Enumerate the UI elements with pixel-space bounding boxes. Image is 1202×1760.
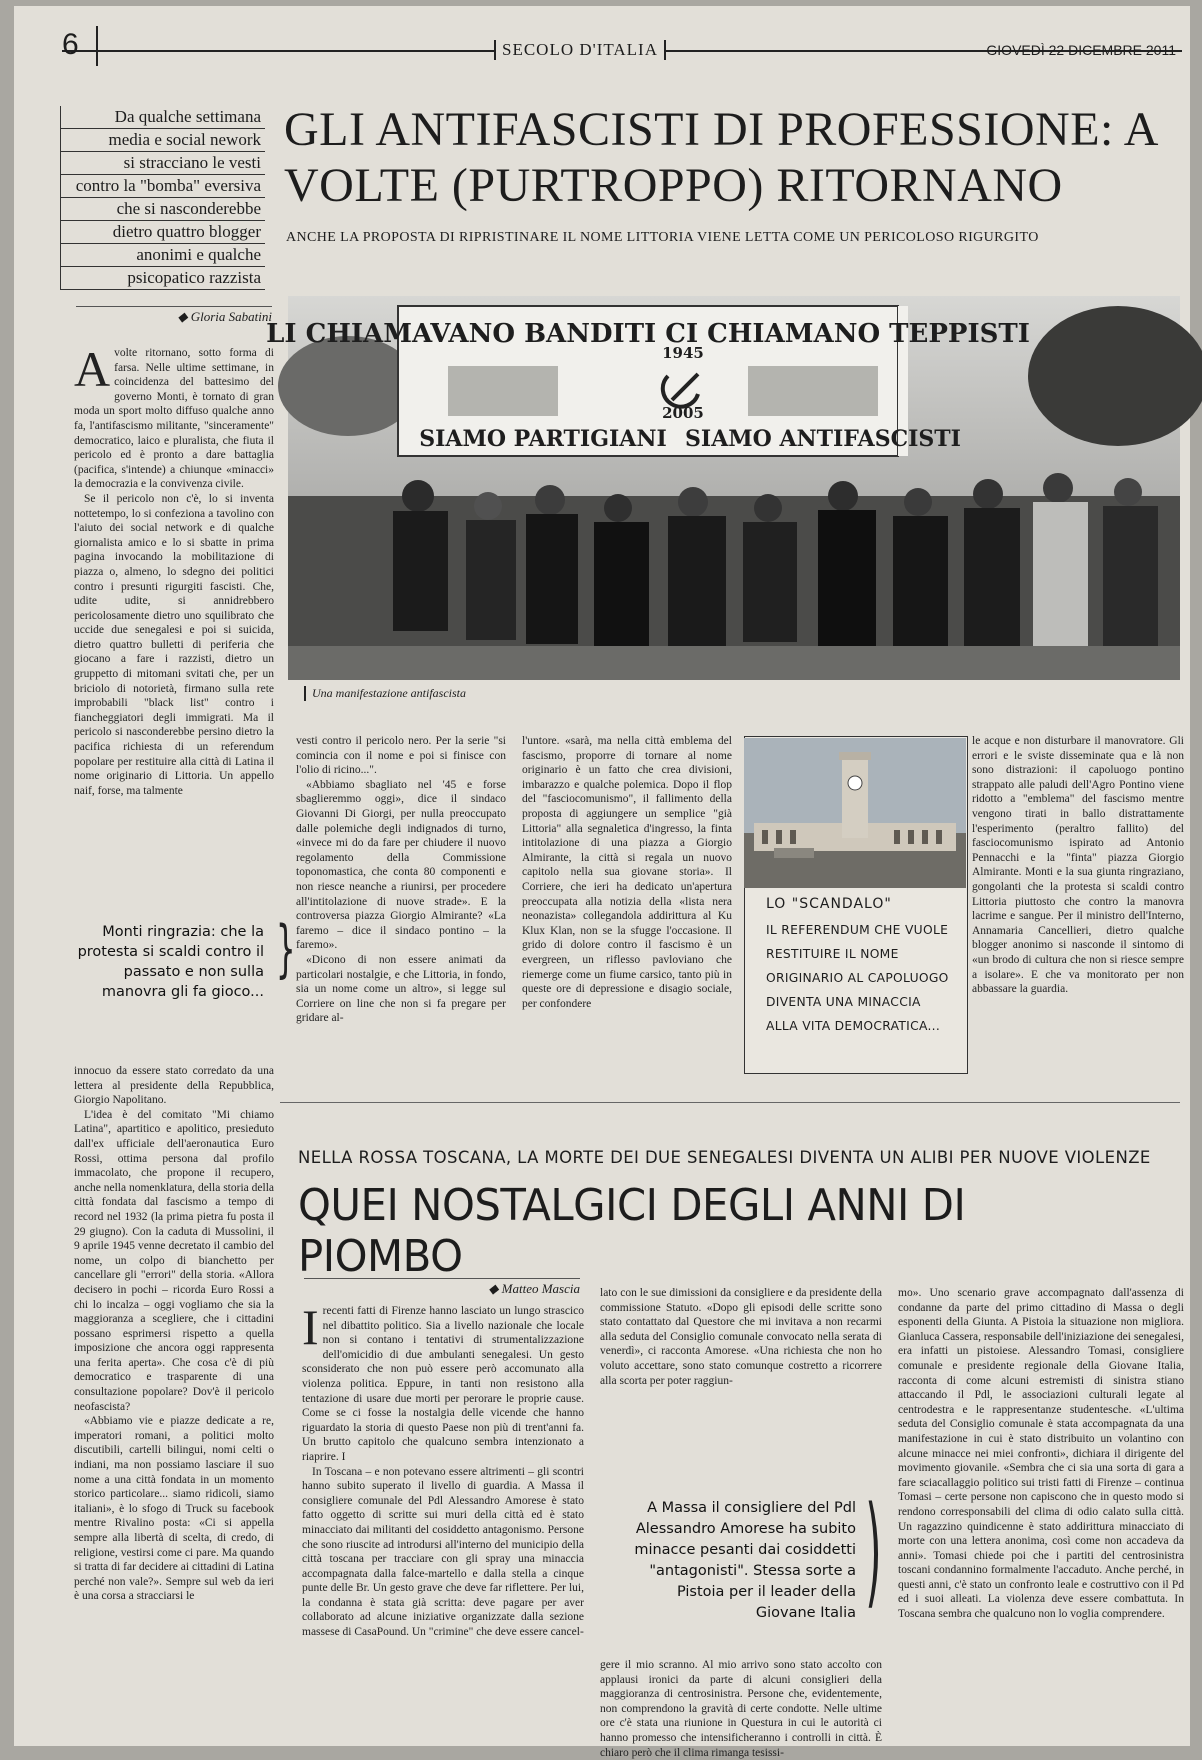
page-number: 6 <box>62 28 79 61</box>
article1-paragraph: L'idea è del comitato "Mi chiamo Latina", apartitico e apolitico, presieduto dall'ex ufficiale dell'aeronautica Euro Rossi, ottima persona dal profilo immacolato, che propone il recupero, anche nella nomenklatura, della storia della città fondata dal fascismo a tempo di record nel 1932 (la prima pietra fu posta il 29 giugno). Con la caduta di Mussolini, il 9 aprile 1945 venne decretato il cambio del nome, un colpo di bianchetto per cancellare gli "errori" della storia. «Allora decisero in pochi – ricorda Euro Rossi a chi lo incalza – oggi vogliamo che sia la maggioranza a scegliere, che i cittadini possano esprimersi rispetto a quella imposizione che ancora oggi rappresenta una ferita aperta». Che cosa c'è di più democratico e trasparente di una consultazione popolare? Dov'è il pericolo neofascista? <box>74 1108 274 1413</box>
article2-paragraph: In Toscana – e non potevano essere altrimenti – gli scontri hanno subito superato il livello di guardia. A Massa il consigliere comunale del Pdl Alessandro Amorese è stato fatto oggetto di scritte sui muri della città ed è stato minacciato dai militanti del cosiddetto antagonismo. Persone che sono riuscite ad introdursi all'interno del municipio della città toscana per tracciare con gli spray una minaccia accompagnata dalla falce-martello e dalla stella a cinque punte delle Br. Un gesto grave che deve far riflettere. Per lui, la condanna è stata già scritta: deve pagare per aver collaborato ad alcune iniziative organizzate dalla sezione massese di CasaPound. Un "crimine" che deve essere cancel- <box>302 1465 584 1639</box>
article1-pull-quote: Monti ringrazia: che la protesta si scaldi contro il passato e non sulla manovra gli fa gioco... <box>77 924 264 1000</box>
kicker-line: Da qualche settimana <box>60 106 265 129</box>
article2-column-2 <box>600 1286 882 1388</box>
right-parenthesis-icon: ) <box>865 1482 882 1621</box>
banner-left-text: SIAMO PARTIGIANI <box>419 426 667 452</box>
kicker-line: media e social nework <box>60 129 265 152</box>
right-brace-icon: } <box>275 912 296 985</box>
kicker-line: dietro quattro blogger <box>60 221 265 244</box>
article1-column-3 <box>522 734 732 1011</box>
littoria-tower-photo <box>744 738 966 888</box>
article1-paragraph: Se il pericolo non c'è, lo si inventa nottetempo, lo si confeziona a tavolino con l'aiuto dei social network e di qualche giornalista amico e lo si sbatte in prima pagina invocando la mobilitazione di piazza o, almeno, lo sdegno dei politici contro i presunti rigurgiti fascisti. Che, udite udite, si annidrebbero pericolosamente dietro uno squilibrato che uccide due senegalesi e poi si suicida, dietro quattro bulletti di periferia che giocano a fare i razzisti, dietro un gruppetto di mitomani svitati che, per un briciolo di notorietà, firmano sulla rete improbabili "black list" contro i fiancheggiatori degli immigrati. Ma il pericolo si nasconderebbe persino dietro la pacifica richiesta di un referendum popolare per restituire alla città di Latina il nome originario di Littoria. Un appello naif, forse, ma talmente <box>74 492 274 797</box>
protest-photo <box>266 296 1180 680</box>
article2-column-1 <box>302 1299 584 1640</box>
photo-caption: Una manifestazione antifascista <box>304 686 466 701</box>
article2-separator <box>280 1102 1180 1103</box>
drop-cap: A <box>74 341 111 397</box>
article1-column-2 <box>296 734 506 1026</box>
kicker-line: anonimi e qualche <box>60 244 265 267</box>
article1-paragraph <box>74 341 274 492</box>
article1-column-1-continued <box>74 1064 274 1604</box>
sidebar-box-title: LO "SCANDALO" <box>766 896 892 912</box>
article2-headline: QUEI NOSTALGICI DEGLI ANNI DI PIOMBO <box>298 1180 966 1282</box>
byline-author: Matteo Mascia <box>501 1281 580 1296</box>
article2-pull-quote: A Massa il consigliere del Pdl Alessandro Amorese ha subito minacce pesanti dai cosiddetti "antagonisti". Stessa sorte a Pistoia per il leader della Giovane Italia <box>634 1500 856 1621</box>
issue-date: GIOVEDÌ 22 DICEMBRE 2011 <box>986 42 1176 58</box>
banner-year-1945: 1945 <box>662 344 704 362</box>
article1-paragraph: «Abbiamo sbagliato nel '45 e forse sbaglieremmo oggi», dice il sindaco Giovanni Di Giorgi, per nulla preoccupato dalle polemiche degli indignados di turno, «invece mi do da fare per chiudere il nuovo regolamento della Commissione toponomastica, che conta 80 componenti e non riesce neanche a riunirsi, per procedere all'intitolazione di nuove strade». E la controversa piazza Giorgio Almirante? «La faremo – dice il sindaco pontino – la faremo». <box>296 778 506 952</box>
article1-paragraph: le acque e non disturbare il manovratore. Gli errori e le sviste disseminate qua e là non sono distrazioni: il capoluogo pontino strappato alle paludi dell'Agro Pontino viene ridotto a "emblema" del fascismo mentre vengono tirati in ballo distrattamente l'esperimento (peraltro fallito) del fasciocomunismo ispirato ad Antonio Pennacchi e la "finta" piazza Giorgio Almirante. Monti e la sua giunta ringraziano, gongolanti che la protesta si scaldi contro Littoria piuttosto che contro la manovra lacrime e sangue. Per il ministro dell'Interno, Annamaria Cancellieri, dietro qualche blogger anonimo si nasconde il sintomo di «un brodo di cultura che non si riesce sempre a isolare». E che va monitorato per non abbassare la guardia. <box>972 735 1184 996</box>
byline-author: Gloria Sabatini <box>190 309 272 324</box>
kicker-line: psicopatico razzista <box>60 267 265 290</box>
banner-right-text: SIAMO ANTIFASCISTI <box>685 426 961 452</box>
article2-kicker: NELLA ROSSA TOSCANA, LA MORTE DEI DUE SENEGALESI DIVENTA UN ALIBI PER NUOVE VIOLENZE <box>298 1148 1151 1167</box>
drop-cap: I <box>302 1299 319 1355</box>
article1-headline: GLI ANTIFASCISTI DI PROFESSIONE: A VOLTE (PURTROPPO) RITORNANO <box>284 103 1157 212</box>
article2-column-3 <box>898 1286 1184 1622</box>
article1-column-5 <box>972 734 1184 997</box>
article1-paragraph: vesti contro il pericolo nero. Per la serie "si comincia con il nome e poi si finisce con l'olio di ricino...". <box>296 735 506 777</box>
kicker-line: contro la "bomba" eversiva <box>60 175 265 198</box>
article2-paragraph: gere il mio scranno. Al mio arrivo sono stato accolto con applausi ironici da parte di alcuni consiglieri della maggioranza di centrosinistra. Persone che, evidentemente, non comprendono la gravità di certe condotte. Nelle ultime ore c'è stata una riunione in Questura in cui le autorità ci hanno promesso che intensificheranno i controlli in città. È chiaro però che il clima rimanga tesissi- <box>600 1659 882 1759</box>
article2-paragraph <box>302 1299 584 1465</box>
article1-byline: ◆ Gloria Sabatini <box>76 306 272 325</box>
article2-paragraph: mo». Uno scenario grave accompagnato dall'assenza di condanne da parte del primo cittadino di Massa o degli esponenti della Giunta. A Pistoia la situazione non migliora. Gianluca Cassera, responsabile dell'iniziazione dei senegalesi, era infatti un pistoiese. Alessandro Tomasi, consigliere comunale e presidente regionale della Giovane Italia, racconta di come alcuni estremisti di sinistra stiano attaccando il Pdl, le associazioni culturali legate al centrodestra e le rappresentanze studentesche. «L'ultima seduta del Consiglio comunale è stata accompagnata da una manifestazione in cui è stato distribuito un volantino con alcune minacce nei miei confronti», dichiara il dirigente del movimento giovanile. «Sembra che ci sia una sorta di gara a fare sciacallaggio politico sui tristi fatti di Firenze – continua Tomasi – certe persone non capiscono che in questo modo si rendono corresponsabili del clima di odio calato sulla città. Un ragazzino quindicenne è stato addirittura minacciato di morte con una lettera anonima, così come non accadeva da anni». Tomasi chiede poi che i partiti del centrosinistra toscani condannino formalmente l'accaduto. Anche perché, in questi anni, c'è stato un confronto leale e costruttivo con il Pd ed i suoi alleati. La violenza deve essere combattuta. In Toscana sembra che qualcuno non lo voglia comprendere. <box>898 1287 1184 1621</box>
article1-subhead: ANCHE LA PROPOSTA DI RIPRISTINARE IL NOME LITTORIA VIENE LETTA COME UN PERICOLOSO RIGURGITO <box>286 230 1039 245</box>
article2-byline: ◆ Matteo Mascia <box>304 1278 580 1297</box>
article1-paragraph: l'untore. «sarà, ma nella città emblema del fascismo, proporre di tornare al nome originario è un fatto che crea divisioni, imbarazzo e qualche polemica. Dopo il flop del "fasciocomunismo", il fallimento della proposta di aggiungere un semplice "già Littoria" alla segnaletica d'ingresso, la finta intitolazione di una piazza a Giorgio Almirante, la città si regala un nuovo capitolo nella sua giovane storia». Il Corriere, che ieri ha dedicato un'apertura preoccupata alla notizia della «lista nera neonazista» collegandola addirittura al Ku Klux Klan, non se la sfugge l'occasione. Il grido di dolore contro il fascismo è un evergreen, un riflesso pavloviano che riemerge come un fiume carsico, tanto più in queste ore di depressione e disagio sociale, per confondere <box>522 735 732 1010</box>
kicker-line: si stracciano le vesti <box>60 152 265 175</box>
paragraph-text: volte ritornano, sotto forma di farsa. Nelle ultime settimane, in coincidenza del battesimo del governo Monti, è tornato di gran moda un sport molto diffuso qualche anno fa, l'antifascismo militante, "sinceramente" democratico, laico e pluralista, che fiuta il pericolo ed è pronto a dare battaglia (pacifica, s'intende) a chiunque «minacci» la democrazia e la convivenza civile. <box>74 347 274 491</box>
littoria-tower-illustration <box>744 738 966 888</box>
newspaper-page <box>14 6 1190 1759</box>
kicker-line: che si nasconderebbe <box>60 198 265 221</box>
newspaper-name: SECOLO D'ITALIA <box>494 40 666 60</box>
banner-top-text: LI CHIAMAVANO BANDITI CI CHIAMANO TEPPISTI <box>266 319 1030 349</box>
banner-year-2005: 2005 <box>662 404 704 422</box>
protest-photo-illustration <box>266 296 1180 680</box>
crowd <box>288 473 1180 680</box>
article1-paragraph: innocuo da essere stato corredato da una lettera al presidente della Repubblica, Giorgio Napolitano. <box>74 1065 274 1107</box>
article2-column-2-continued <box>600 1658 882 1760</box>
paragraph-text: recenti fatti di Firenze hanno lasciato un lungo strascico nel dibattito politico. Sia a livello nazionale che locale non si contano i tentativi di strumentalizzazione dell'omicidio di due ambulanti senegalesi. Un gesto sconsiderato che non può essere però accomunato alla violenza politica. Eppure, in tanti non resistono alla tentazione di usare due morti per perorare le proprie cause. Come se ci fosse la nostalgia delle vicende che hanno riguardato la storia di questo Paese non più di trent'anni fa. Un brutto capitolo che qualcuno sembra intenzionato a riaprire. I <box>302 1305 584 1463</box>
article1-paragraph: «Abbiamo vie e piazze dedicate a re, imperatori romani, a politici molto discutibili, cartelli bilingui, nomi celti o indiani, ma non possiamo lasciare il suo nome a una città fondata in un momento storico particolare... siamo ridicoli, siamo italiani», è lo sfogo di Truck su facebook mentre Rivalino posta: «Ci si appella sempre alla libertà di scelta, di credo, di religione, vestirsi come ci pare. Ma quando si tratta di far decidere ai cittadini di Latina perché non vale?». Sempre sul web da ieri è una corsa a stracciarsi le <box>74 1415 274 1603</box>
article1-column-1 <box>74 341 274 798</box>
article1-paragraph: «Dicono di non essere animati da particolari nostalgie, e che Littoria, in fondo, sia un nome come un altro», si legge sul Corriere on line che non si fa pregare per gridare al- <box>296 953 506 1025</box>
article2-paragraph: lato con le sue dimissioni da consigliere e da presidente della commissione Statuto. «Dopo gli episodi delle scritte sono stato contattato dal Questore che mi invitava a non recarmi alla seduta del Consiglio comunale convocato nella serata di venerdì», ci racconta Amorese. «Una richiesta che non ho voluto accettare, sono stato comunque costretto a ricorrere alla scorta per poter raggiun- <box>600 1287 882 1387</box>
article1-kicker <box>60 106 265 290</box>
sidebar-box-text: IL REFERENDUM CHE VUOLE RESTITUIRE IL NOME ORIGINARIO AL CAPOLUOGO DIVENTA UNA MINACCIA ALLA VITA DEMOCRATICA... <box>766 923 949 1033</box>
